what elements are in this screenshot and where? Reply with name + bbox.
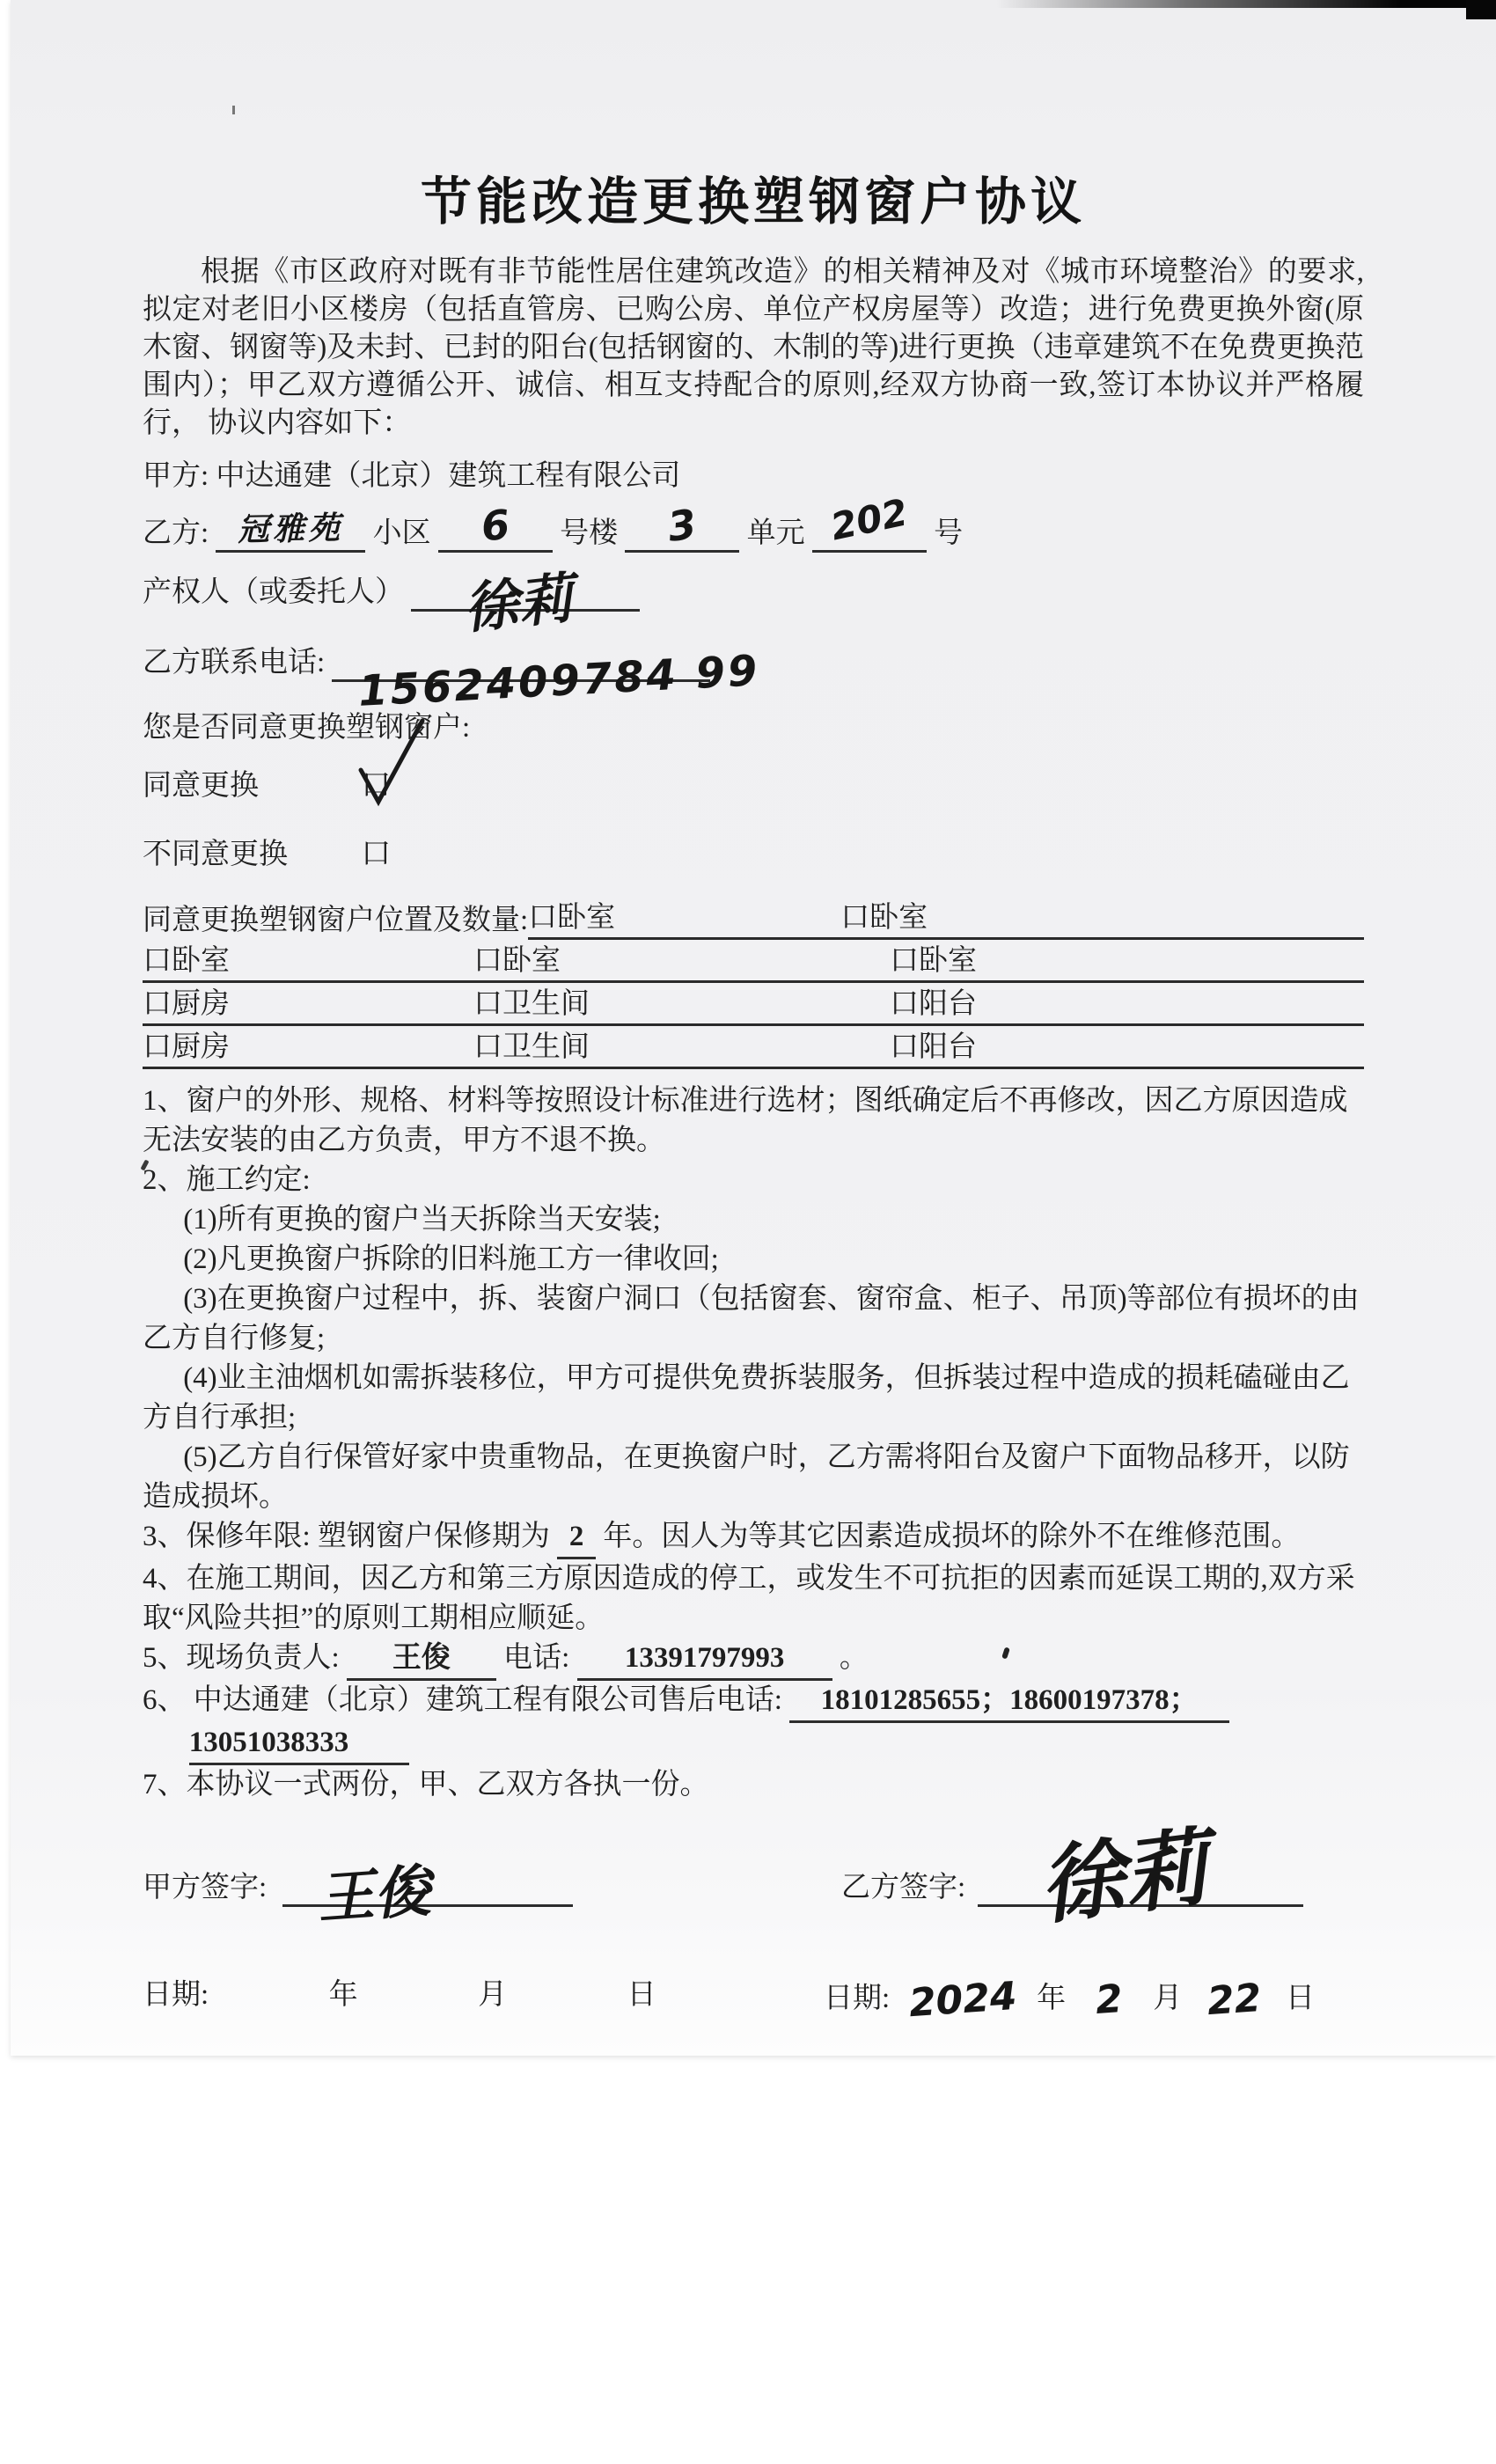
party-a-date-block [143, 1976, 753, 2018]
clause-3-suffix: 年。因人为等其它因素造成损坏的除外不在维修范围。 [603, 1521, 1301, 1552]
locations-cell [143, 1026, 473, 1069]
clause-6 [143, 1681, 1364, 1723]
locations-row [143, 940, 1364, 983]
phone-blank [332, 646, 762, 716]
document-content [11, 0, 1496, 2027]
phone-label: 乙方联系电话: [143, 647, 326, 678]
clause-5-suffix: 。 [839, 1642, 869, 1674]
date-row [143, 1973, 1364, 2027]
unit-handwriting: 3 [664, 500, 700, 551]
locations-header-cell [840, 897, 1364, 940]
locations-header-row [143, 897, 1364, 940]
clause-3-prefix: 3、保修年限: 塑钢窗户保修期为 [143, 1521, 550, 1552]
party-b-sign-label: 乙方签字: [841, 1872, 966, 1903]
date-b-label: 日期: [824, 1983, 891, 2014]
clause-5-label: 5、现场负责人: [143, 1642, 340, 1674]
location-option: 口卫生间 [473, 988, 590, 1020]
site-manager-name: 王俊 [347, 1639, 496, 1681]
disagree-checkbox-glyph: 口 [361, 838, 392, 870]
clause-2-sub-1: (1)所有更换的窗户当天拆除当天安装; [183, 1204, 661, 1236]
locations-header-cell [528, 897, 840, 940]
location-option: 口厨房 [143, 1031, 230, 1063]
party-a-signature-handwriting: 王俊 [315, 1859, 433, 1932]
locations-cell [473, 1026, 890, 1069]
clause-6-prefix: 6、 中达通建（北京）建筑工程有限公司售后电话: [143, 1684, 782, 1716]
agree-checkbox [361, 766, 391, 805]
location-option: 口卫生间 [473, 1031, 590, 1063]
party-b-signature-block [753, 1817, 1364, 1937]
owner-label: 产权人（或委托人） [143, 576, 404, 608]
date-a-year-suffix: 年 [328, 1979, 358, 2011]
party-b-signature-blank [978, 1817, 1303, 1937]
party-b-line [143, 490, 1364, 555]
clause-7: 7、本协议一式两份，甲、乙双方各执一份。 [143, 1769, 709, 1800]
clause-2-sub-4: (4)业主油烟机如需拆装移位，甲方可提供免费拆装服务，但拆装过程中造成的损耗磕碰由乙方自行承担; [143, 1362, 1350, 1434]
room-handwriting: 202 [826, 490, 912, 549]
clause-2-sub-5: (5)乙方自行保管好家中贵重物品，在更换窗户时，乙方需将阳台及窗户下面物品移开，以防造成损坏。 [143, 1441, 1350, 1513]
phone-handwriting: 1562409784 99 [357, 646, 762, 716]
agree-checkmark-icon [356, 715, 431, 807]
building-handwriting: 6 [479, 500, 512, 551]
locations-cell [473, 940, 890, 983]
owner-line [143, 565, 1364, 642]
warranty-years-value: 2 [557, 1517, 596, 1559]
clause-5 [143, 1639, 1364, 1681]
owner-signature-handwriting: 徐莉 [460, 565, 576, 642]
location-option: 口卧室 [143, 945, 230, 977]
date-b-month-handwriting: 2 [1094, 1976, 1125, 2024]
locations-cell [890, 983, 1364, 1026]
paper-sheet [11, 0, 1496, 2056]
date-b-day-suffix: 日 [1286, 1983, 1315, 2014]
party-b-signature-handwriting: 徐莉 [1034, 1817, 1214, 1937]
location-option: 口卧室 [473, 945, 561, 977]
unit-suffix: 单元 [746, 517, 805, 549]
phone-line [143, 643, 1364, 716]
date-a-label: 日期: [143, 1979, 209, 2011]
room-suffix: 号 [934, 517, 964, 549]
agree-line [143, 766, 1364, 812]
location-option: 口卧室 [528, 902, 616, 934]
locations-row [143, 983, 1364, 1026]
aftersales-phones-1: 18101285655；18600197378； [789, 1681, 1229, 1723]
community-handwriting: 冠雅苑 [238, 510, 344, 549]
date-b-year-suffix: 年 [1037, 1983, 1067, 2014]
party-a-sign-label: 甲方签字: [143, 1872, 268, 1903]
date-b-month-suffix: 月 [1153, 1983, 1183, 2014]
location-option: 口厨房 [143, 988, 230, 1020]
disagree-checkbox [361, 835, 391, 874]
intro-paragraph: 根据《市区政府对既有非节能性居住建筑改造》的相关精神及对《城市环境整治》的要求,拟定对老旧小区楼房（包括直管房、已购公房、单位产权房屋等）改造；进行免费更换外窗(原木窗、钢窗等)及未封、已封的阳台(包括钢窗的、木制的等)进行更换（违章建筑不在免费更换范围内）；甲乙双方遵循公开、诚信、相互支持配合的原则,经双方协商一致,签订本协议并严格履行， 协议内容如下： [143, 256, 1364, 439]
clause-1: 1、窗户的外形、规格、材料等按照设计标准进行选材；图纸确定后不再修改，因乙方原因造成无法安装的由乙方负责，甲方不退不换。 [143, 1085, 1348, 1156]
unit-blank [625, 500, 739, 553]
clauses-section [143, 1082, 1364, 1805]
clause-6-continued [189, 1723, 1364, 1765]
clause-2-head: 2、施工约定: [143, 1164, 311, 1196]
party-a-line: 甲方: 中达通建（北京）建筑工程有限公司 [143, 460, 681, 492]
locations-header-label: 同意更换塑钢窗户位置及数量: [143, 905, 529, 936]
locations-cell [890, 940, 1364, 983]
date-a-month-suffix: 月 [478, 1979, 508, 2011]
party-a-signature-blank [282, 1859, 573, 1932]
party-a-signature-block [143, 1859, 753, 1932]
clause-2-sub-3: (3)在更换窗户过程中，拆、装窗户洞口（包括窗套、窗帘盒、柜子、吊顶)等部位有损坏的由乙方自行修复; [143, 1283, 1360, 1354]
signature-row [143, 1817, 1364, 1937]
aftersales-phones-2: 13051038333 [189, 1723, 409, 1765]
party-b-date-block [753, 1973, 1364, 2027]
clause-3 [143, 1517, 1364, 1559]
clause-4: 4、在施工期间，因乙方和第三方原因造成的停工，或发生不可抗拒的因素而延误工期的,双方采取“风险共担”的原则工期相应顺延。 [143, 1563, 1355, 1634]
agree-checkbox-glyph: 口 [361, 769, 392, 802]
building-blank [438, 500, 553, 553]
date-b-day-handwriting: 22 [1205, 1975, 1263, 2025]
location-option: 口阳台 [890, 1031, 977, 1063]
party-b-label: 乙方: [143, 517, 209, 549]
building-suffix: 号楼 [560, 517, 619, 549]
owner-blank [411, 565, 640, 642]
location-option: 口阳台 [890, 988, 977, 1020]
locations-cell [143, 940, 473, 983]
disagree-label: 不同意更换 [143, 839, 288, 870]
date-b-year-handwriting: 2024 [907, 1973, 1019, 2027]
document-title: 节能改造更换塑钢窗户协议 [420, 173, 1086, 231]
locations-cell [890, 1026, 1364, 1069]
locations-cell [143, 983, 473, 1026]
clause-5-phone-label: 电话: [503, 1642, 570, 1674]
date-a-day-suffix: 日 [627, 1979, 656, 2011]
community-suffix: 小区 [372, 517, 431, 549]
consent-question: 您是否同意更换塑钢窗户: [143, 712, 471, 744]
site-manager-phone: 13391797993 [577, 1639, 832, 1681]
locations-cell [473, 983, 890, 1026]
disagree-line [143, 835, 1364, 881]
clause-2-sub-2: (2)凡更换窗户拆除的旧料施工方一律收回; [183, 1243, 719, 1275]
community-blank [216, 510, 365, 553]
agree-label: 同意更换 [143, 770, 259, 802]
room-blank [812, 490, 927, 553]
locations-row [143, 1026, 1364, 1069]
location-option: 口卧室 [890, 945, 977, 977]
location-option: 口卧室 [840, 902, 928, 934]
